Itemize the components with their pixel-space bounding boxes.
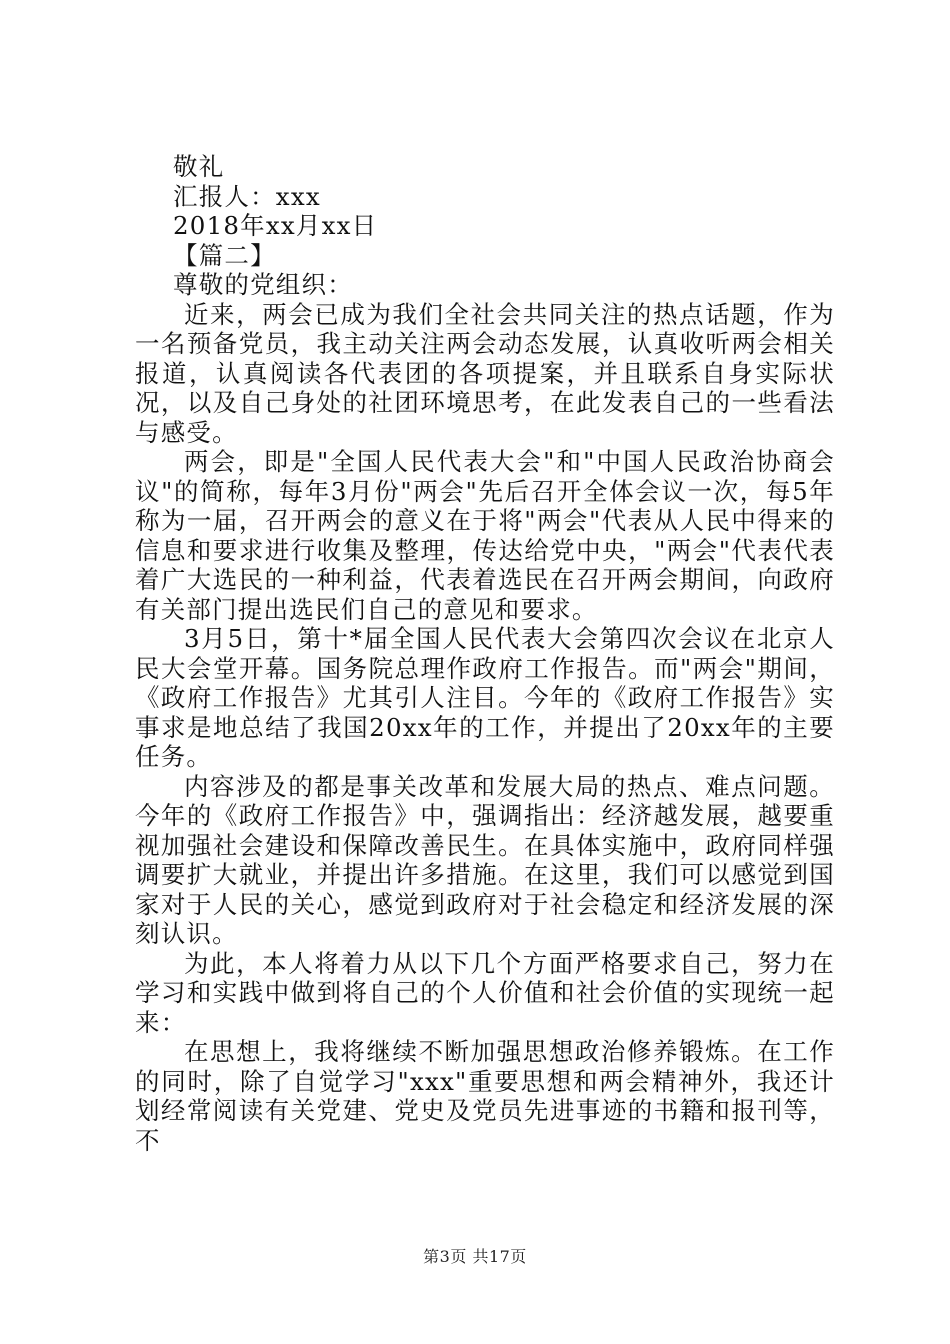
body-paragraph: 两会，即是"全国人民代表大会"和"中国人民政治协商会议"的简称，每年3月份"两会"先后召开全体会议一次，每5年称为一届，召开两会的意义在于将"两会"代表从人民中得来的信息和要求进行收集及整理，传达给党中央，"两会"代表代表着广大选民的一种利益，代表着选民在召开两会期间，向政府有关部门提出选民们自己的意见和要求。 bbox=[135, 447, 835, 624]
page-number-indicator: 第3页 共17页 bbox=[423, 1247, 527, 1266]
section-heading: 【篇二】 bbox=[173, 240, 276, 270]
date-line: 2018年xx月xx日 bbox=[173, 211, 378, 240]
closing-line: 敬礼 bbox=[173, 152, 225, 181]
body-paragraph: 3月5日，第十*届全国人民代表大会第四次会议在北京人民大会堂开幕。国务院总理作政府工作报告。而"两会"期间，《政府工作报告》尤其引人注目。今年的《政府工作报告》实事求是地总结了我国20xx年的工作，并提出了20xx年的主要任务。 bbox=[135, 624, 835, 771]
salutation-line: 尊敬的党组织： bbox=[173, 270, 353, 299]
body-paragraph: 在思想上，我将继续不断加强思想政治修养锻炼。在工作的同时，除了自觉学习"xxx"重要思想和两会精神外，我还计划经常阅读有关党建、党史及党员先进事迹的书籍和报刊等，不 bbox=[135, 1037, 835, 1155]
reporter-line: 汇报人：xxx bbox=[173, 181, 321, 211]
document-body bbox=[135, 152, 835, 1155]
page-footer bbox=[0, 1244, 950, 1267]
body-paragraph: 近来，两会已成为我们全社会共同关注的热点话题，作为一名预备党员，我主动关注两会动态发展，认真收听两会相关报道，认真阅读各代表团的各项提案，并且联系自身实际状况，以及自己身处的社团环境思考，在此发表自己的一些看法与感受。 bbox=[135, 299, 835, 447]
body-paragraph: 内容涉及的都是事关改革和发展大局的热点、难点问题。今年的《政府工作报告》中，强调指出：经济越发展，越要重视加强社会建设和保障改善民生。在具体实施中，政府同样强调要扩大就业，并提出许多措施。在这里，我们可以感觉到国家对于人民的关心，感觉到政府对于社会稳定和经济发展的深刻认识。 bbox=[135, 771, 835, 948]
body-paragraph: 为此，本人将着力从以下几个方面严格要求自己，努力在学习和实践中做到将自己的个人价值和社会价值的实现统一起来： bbox=[135, 948, 835, 1037]
